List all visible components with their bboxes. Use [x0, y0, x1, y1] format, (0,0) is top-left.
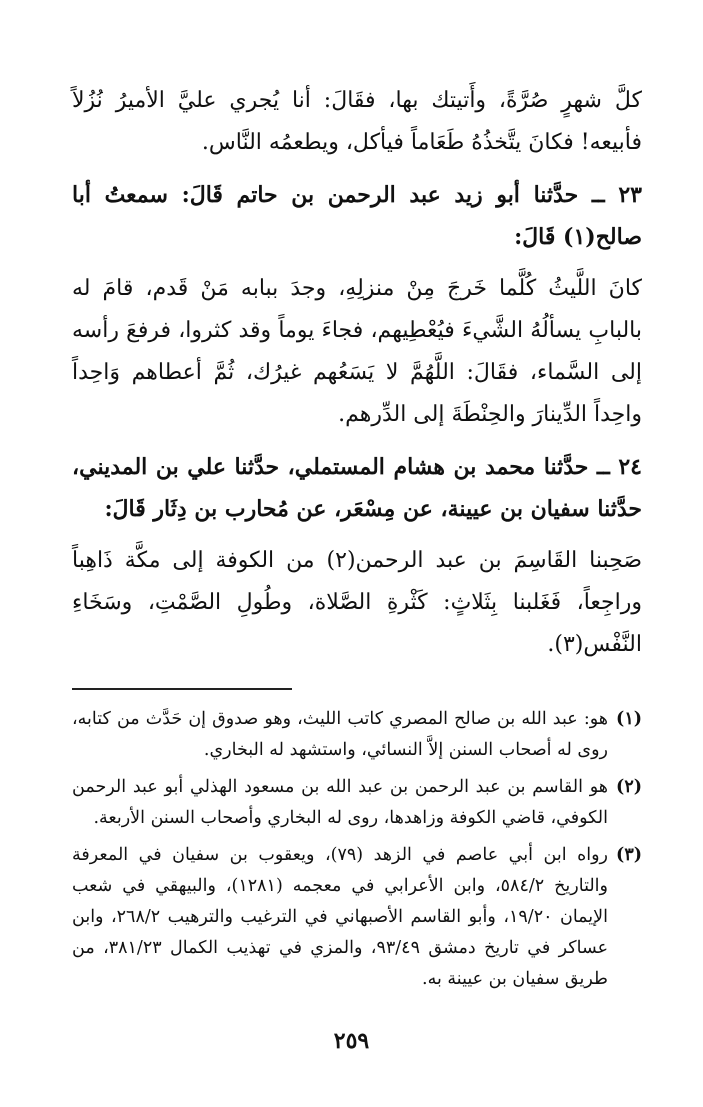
footnote-number: (٢) — [616, 777, 642, 797]
hadith-23-isnad: ٢٣ ــ حدَّثنا أبو زيد عبد الرحمن بن حاتم قَالَ: سمعتُ أبا صالح(١) قَالَ: — [72, 182, 642, 250]
page-content — [72, 80, 642, 1001]
footnote-number: (١) — [616, 709, 642, 729]
footnote-divider — [72, 688, 292, 690]
hadith-24-isnad: ٢٤ ــ حدَّثنا محمد بن هشام المستملي، حدَّثنا علي بن المديني، حدَّثنا سفيان بن عيينة، عن مِسْعَر، عن مُحارب بن دِثَار قَالَ: — [72, 454, 642, 522]
footnote-1 — [72, 704, 642, 766]
main-text — [72, 80, 642, 666]
footnote-2 — [72, 772, 642, 834]
footnote-text: هو القاسم بن عبد الرحمن بن عبد الله بن مسعود الهذلي أبو عبد الرحمن الكوفي، قاضي الكوفة وزاهدها، روى له البخاري وأصحاب السنن الأربعة. — [72, 777, 608, 828]
footnote-3 — [72, 840, 642, 995]
hadith-23-matn: كانَ اللَّيثُ كُلَّما خَرجَ مِنْ منزلِهِ، وجدَ ببابه مَنْ قَدم، قامَ له بالبابِ يسألُهُ الشَّيءَ فيُعْطِيهم، فجاءَ يوماً وقد كثروا، فرفعَ رأسه إلى السَّماء، فقَالَ: اللَّهُمَّ لا يَسَعُهم غيرُك، ثُمَّ أعطاهم وَاحِداً واحِداً الدِّينارَ والحِنْطَةَ إلى الدِّرهم. — [72, 276, 642, 427]
paragraph-continuation: كلَّ شهرٍ صُرَّةً، وأَتيتك بها، فقَالَ: أنا يُجري عليَّ الأميرُ نُزُلاً فأبيعه! فكانَ يتَّخذُهُ طَعَاماً فيأكل، ويطعمُه النَّاس. — [72, 88, 642, 155]
footnote-text: هو: عبد الله بن صالح المصري كاتب الليث، وهو صدوق إن حَدَّث من كتابه، روى له أصحاب السنن إلاَّ النسائي، واستشهد له البخاري. — [72, 709, 608, 760]
footnote-text: رواه ابن أبي عاصم في الزهد (٧٩)، ويعقوب بن سفيان في المعرفة والتاريخ ٥٨٤/٢، وابن الأعرابي في معجمه (١٢٨١)، والبيهقي في شعب الإيمان ١٩/٢٠، وأبو القاسم الأصبهاني في الترغيب والترهيب ٢٦٨/٢، وابن عساكر في تاريخ دمشق ٩٣/٤٩، والمزي في تهذيب الكمال ٣٨١/٢٣، من طريق سفيان بن عيينة به. — [72, 845, 609, 989]
page-number: ٢٥٩ — [333, 1028, 370, 1054]
footnote-number: (٣) — [616, 845, 642, 865]
footnotes — [72, 704, 642, 995]
hadith-24-matn: صَحِبنا القَاسِمَ بن عبد الرحمن(٢) من الكوفة إلى مكَّة ذَاهِباً وراجِعاً، فَغَلبنا بِثَلاثٍ: كَثْرةِ الصَّلاة، وطُولِ الصَّمْتِ، وسَخَاءِ النَّفْس(٣). — [72, 548, 642, 657]
